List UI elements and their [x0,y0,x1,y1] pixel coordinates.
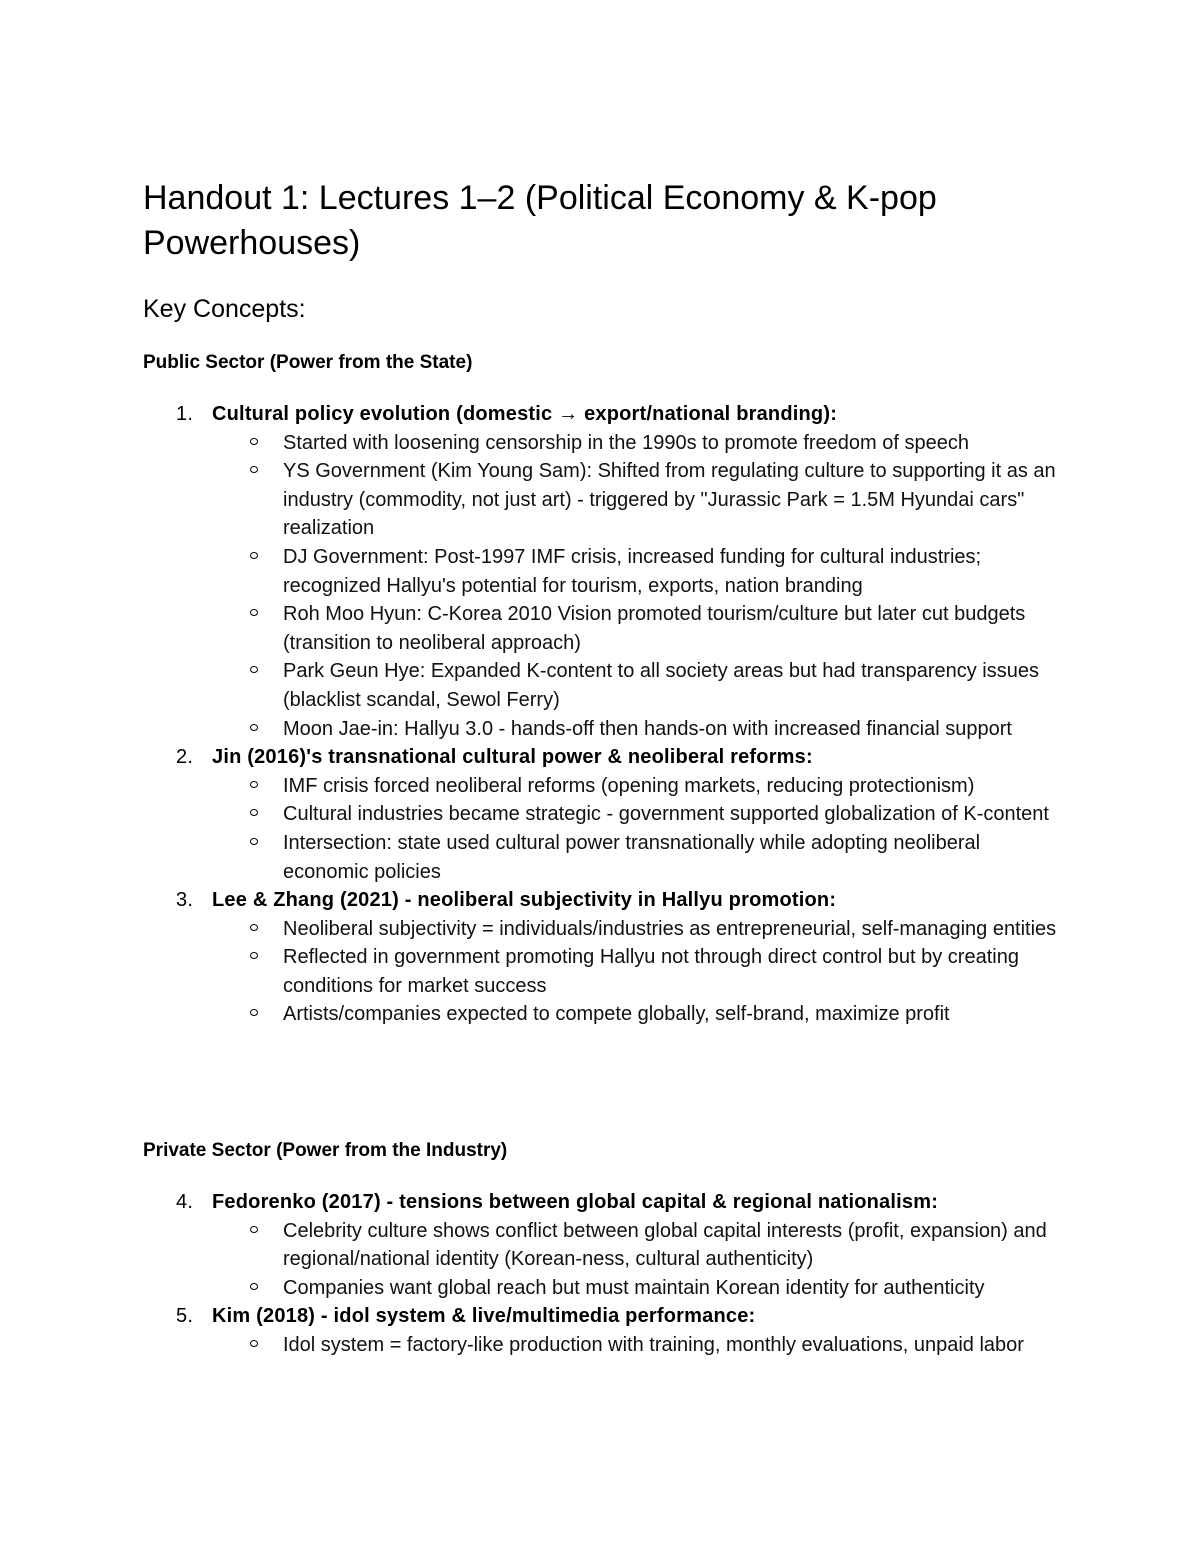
sub-list-item [0,543,1063,600]
sub-item-text: Started with loosening censorship in the 1990s to promote freedom of speech [283,431,969,454]
item-number: 3. [176,889,194,912]
hollow-circle-bullet-icon [250,1340,258,1347]
hollow-circle-bullet-icon [250,1283,258,1290]
sub-list-item [0,600,1063,657]
item-heading-text: Fedorenko (2017) - tensions between global capital & regional nationalism: [212,1191,939,1213]
sub-list-item [0,1274,1063,1303]
sub-item-text: Roh Moo Hyun: C-Korea 2010 Vision promoted tourism/culture but later cut budgets (transition to neoliberal approach) [283,603,1026,654]
sub-list-item [0,1217,1063,1274]
sub-list-item [0,829,1063,886]
sub-list-item [0,715,1063,744]
sub-item-text: Moon Jae-in: Hallyu 3.0 - hands-off then hands-on with increased financial support [283,717,1012,740]
item-number: 1. [176,403,194,425]
sub-list [0,1331,1200,1360]
hollow-circle-bullet-icon [250,1009,258,1016]
private-sector-list [0,1188,1200,1360]
sub-item-text: Artists/companies expected to compete globally, self-brand, maximize profit [283,1003,950,1026]
item-heading [0,1188,1200,1217]
key-concepts-heading: Key Concepts: [143,295,306,323]
list-item [0,743,1200,886]
sub-item-text: Celebrity culture shows conflict between global capital interests (profit, expansion) and regional/national identity (Korean-ness, cultural authenticity) [283,1219,1047,1271]
sub-list-item [0,915,1063,944]
sub-item-text: IMF crisis forced neoliberal reforms (opening markets, reducing protectionism) [283,774,975,797]
sub-item-text: Idol system = factory-like production with training, monthly evaluations, unpaid labor [283,1333,1024,1356]
item-heading [0,1302,1200,1331]
sub-list [0,1217,1200,1303]
hollow-circle-bullet-icon [250,781,258,788]
sub-item-text: Companies want global reach but must maintain Korean identity for authenticity [283,1276,985,1299]
hollow-circle-bullet-icon [250,838,258,845]
item-heading-text: Kim (2018) - idol system & live/multimedia performance: [212,1305,756,1328]
sub-list-item [0,657,1063,714]
list-item [0,400,1200,743]
item-heading-text: Lee & Zhang (2021) - neoliberal subjectivity in Hallyu promotion: [212,889,837,912]
public-sector-list [0,400,1200,1029]
item-heading [0,886,1200,915]
sub-item-text: Neoliberal subjectivity = individuals/industries as entrepreneurial, self-managing entities [283,917,1057,940]
sub-list [0,772,1200,886]
item-heading-text: Jin (2016)'s transnational cultural power & neoliberal reforms: [212,746,813,769]
hollow-circle-bullet-icon [250,724,258,731]
sub-item-text: YS Government (Kim Young Sam): Shifted from regulating culture to supporting it as an industry (commodity, not just art) - triggered by "Jurassic Park = 1.5M Hyundai cars" realization [283,460,1056,540]
sub-list-item [0,943,1063,1000]
hollow-circle-bullet-icon [250,809,258,816]
section-heading-public-sector: Public Sector (Power from the State) [143,352,473,373]
sub-list-item [0,772,1063,801]
sub-list [0,915,1200,1029]
document-title: Handout 1: Lectures 1–2 (Political Economy & K-pop Powerhouses) [143,179,937,262]
sub-list-item [0,457,1063,543]
hollow-circle-bullet-icon [250,1226,258,1233]
list-item [0,886,1200,1029]
hollow-circle-bullet-icon [250,438,258,445]
item-number: 4. [176,1191,194,1213]
sub-item-text: Reflected in government promoting Hallyu not through direct control but by creating conditions for market success [283,946,1019,997]
sub-list-item [0,800,1063,829]
item-heading-text: Cultural policy evolution (domestic → export/national branding): [212,403,838,425]
hollow-circle-bullet-icon [250,466,258,473]
hollow-circle-bullet-icon [250,924,258,931]
sub-item-text: Cultural industries became strategic - government supported globalization of K-content [283,803,1049,826]
item-heading [0,400,1200,429]
sub-list-item [0,429,1063,458]
sub-item-text: DJ Government: Post-1997 IMF crisis, increased funding for cultural industries; recognized Hallyu's potential for tourism, exports, nation branding [283,545,982,597]
hollow-circle-bullet-icon [250,952,258,959]
sub-item-text: Intersection: state used cultural power transnationally while adopting neoliberal economic policies [283,831,981,883]
item-heading [0,743,1200,772]
item-number: 2. [176,746,194,769]
list-item [0,1188,1200,1302]
section-heading-private-sector: Private Sector (Power from the Industry) [143,1140,508,1161]
sub-list-item [0,1331,1063,1360]
hollow-circle-bullet-icon [250,666,258,673]
item-number: 5. [176,1305,194,1328]
list-item [0,1302,1200,1359]
sub-item-text: Park Geun Hye: Expanded K-content to all society areas but had transparency issues (blacklist scandal, Sewol Ferry) [283,660,1039,711]
sub-list-item [0,1000,1063,1029]
hollow-circle-bullet-icon [250,552,258,559]
hollow-circle-bullet-icon [250,609,258,616]
sub-list [0,429,1200,744]
